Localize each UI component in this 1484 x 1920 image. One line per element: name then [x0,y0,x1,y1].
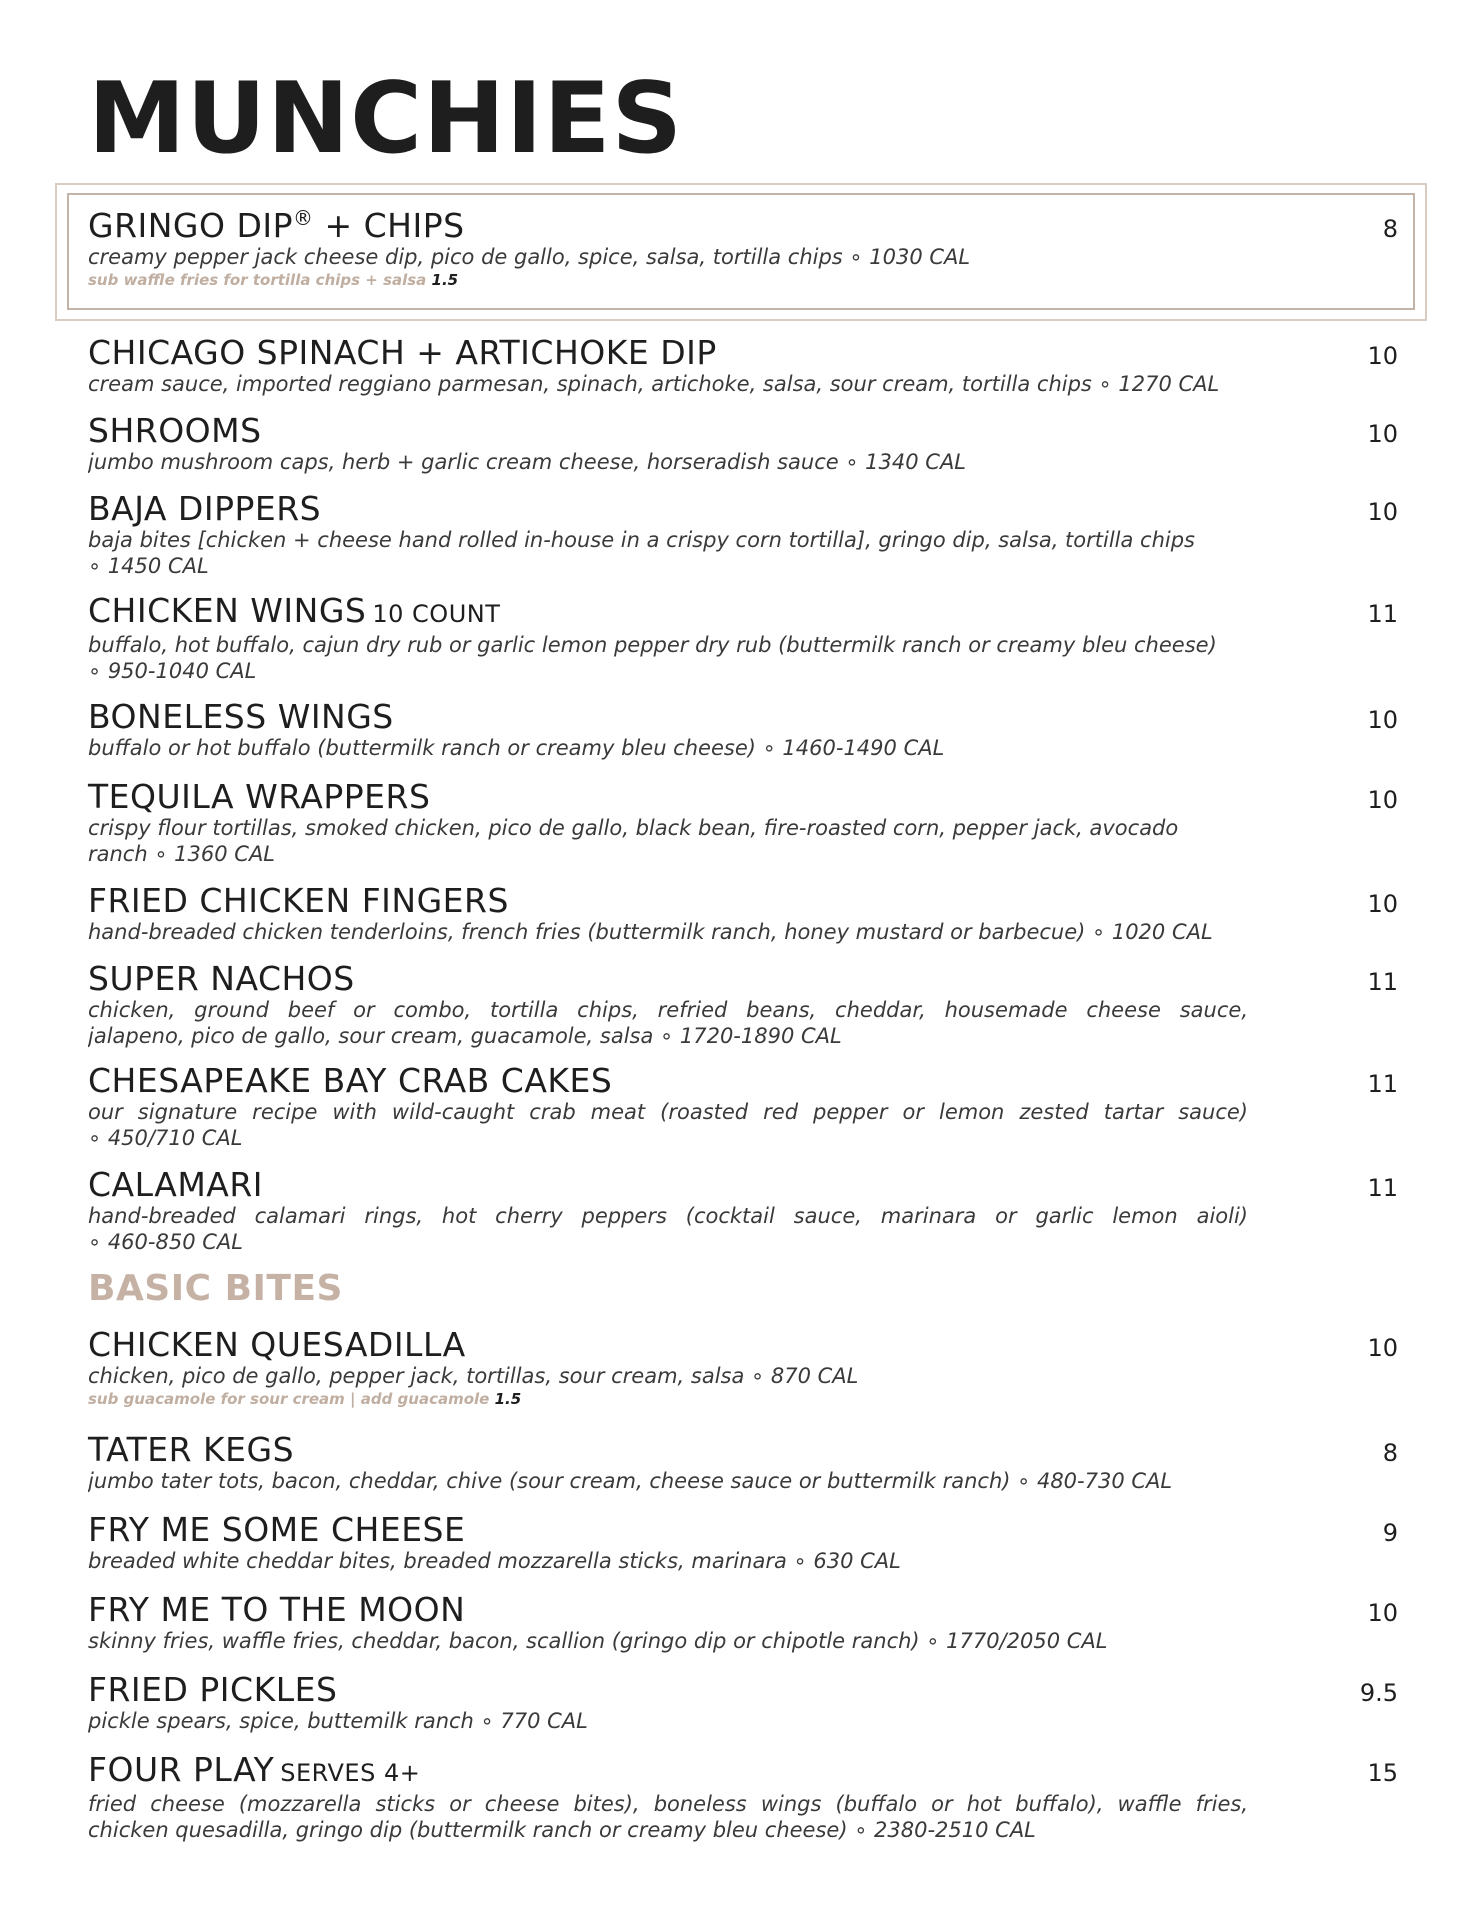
item-name-main: BAJA DIPPERS [88,489,322,528]
item-name-main: TEQUILA WRAPPERS [88,777,431,816]
description-line: ∘ 950-1040 CAL [88,659,257,683]
description-line: breaded white cheddar bites, breaded mozzarella sticks, marinara ∘ 630 CAL [88,1549,901,1573]
description-line: jumbo tater tots, bacon, cheddar, chive (sour cream, cheese sauce or buttermilk ranch) ∘ 480-730 CAL [88,1469,1173,1493]
item-price: 11 [1367,1174,1398,1202]
item-description [88,632,1248,684]
menu-item [88,335,1398,397]
item-price: 10 [1367,1599,1398,1627]
description-line: buffalo, hot buffalo, cajun dry rub or garlic lemon pepper dry rub (buttermilk ranch or creamy bleu cheese) [88,633,1217,657]
item-price: 8 [1382,1439,1398,1467]
item-name [88,208,1248,244]
description-line: baja bites [chicken + cheese hand rolled in-house in a crispy corn tortilla], gringo dip, salsa, tortilla chips [88,528,1196,552]
item-name-main: FOUR PLAY [88,1750,275,1789]
item-name-main: FRIED CHICKEN FINGERS [88,881,509,920]
item-name-main: SUPER NACHOS [88,959,355,998]
item-price: 11 [1367,1070,1398,1098]
menu-item [88,413,1398,475]
menu-item [88,491,1398,579]
menu-item [88,1672,1398,1734]
item-name [88,1063,1248,1099]
description-line: ranch ∘ 1360 CAL [88,842,276,866]
description-line: hand-breaded chicken tenderloins, french fries (buttermilk ranch, honey mustard or barbecue) ∘ 1020 CAL [88,920,1213,944]
item-name-main: BONELESS WINGS [88,697,394,736]
description-line: pickle spears, spice, buttemilk ranch ∘ 770 CAL [88,1709,588,1733]
item-price: 15 [1367,1759,1398,1787]
item-name-main: TATER KEGS [88,1430,295,1469]
menu-item [88,699,1398,761]
page-title: MUNCHIES [88,62,684,176]
item-description [88,1099,1248,1151]
item-name [88,1752,1248,1791]
item-name [88,1592,1248,1628]
item-name [88,883,1248,919]
item-description [88,1791,1248,1843]
description-line: hand-breaded calamari rings, hot cherry peppers (cocktail sauce, marinara or garlic lemon aioli) [88,1204,1248,1228]
item-description [88,371,1248,397]
item-name [88,335,1248,371]
item-name-suffix: SERVES 4+ [280,1759,421,1787]
item-name-main: FRY ME SOME CHEESE [88,1510,466,1549]
item-price: 9.5 [1359,1679,1398,1707]
item-price: 11 [1367,968,1398,996]
item-price: 11 [1367,600,1398,628]
item-description [88,1203,1248,1255]
item-name [88,1512,1248,1548]
item-substitution-note [88,1389,1398,1409]
note-text: sub guacamole for sour cream | add guacamole [88,1390,490,1408]
item-price: 9 [1382,1519,1398,1547]
item-price: 8 [1382,215,1398,243]
item-name [88,413,1248,449]
description-line: jumbo mushroom caps, herb + garlic cream cheese, horseradish sauce ∘ 1340 CAL [88,450,967,474]
description-line: skinny fries, waffle fries, cheddar, bacon, scallion (gringo dip or chipotle ranch) ∘ 1770/2050 CAL [88,1629,1108,1653]
item-price: 10 [1367,498,1398,526]
description-line: fried cheese (mozzarella sticks or cheese bites), boneless wings (buffalo or hot buffalo), waffle fries, [88,1792,1248,1816]
item-substitution-note [88,270,1398,290]
item-price: 10 [1367,706,1398,734]
item-name [88,699,1248,735]
item-name [88,1327,1248,1363]
featured-item [88,208,1398,290]
item-name-main: CALAMARI [88,1165,264,1204]
item-description [88,1708,1248,1734]
item-price: 10 [1367,420,1398,448]
item-name-main: CHICAGO SPINACH + ARTICHOKE DIP [88,333,717,372]
menu-item [88,1063,1398,1151]
item-description [88,527,1248,579]
menu-item [88,1167,1398,1255]
section-heading-basic-bites: BASIC BITES [88,1268,343,1309]
item-price: 10 [1367,342,1398,370]
menu-item [88,593,1398,684]
item-name-rest: + CHIPS [313,206,465,245]
item-description [88,1628,1248,1654]
item-name-main: FRY ME TO THE MOON [88,1590,466,1629]
menu-item [88,1752,1398,1843]
description-line: jalapeno, pico de gallo, sour cream, guacamole, salsa ∘ 1720-1890 CAL [88,1024,842,1048]
item-name [88,491,1248,527]
item-name [88,779,1248,815]
item-name-main: FRIED PICKLES [88,1670,338,1709]
item-name [88,1672,1248,1708]
item-name-main: CHICKEN WINGS [88,591,367,630]
item-price: 10 [1367,786,1398,814]
description-line: ∘ 450/710 CAL [88,1126,243,1150]
description-line: cream sauce, imported reggiano parmesan, spinach, artichoke, salsa, sour cream, tortilla chips ∘ 1270 CAL [88,372,1220,396]
description-line: our signature recipe with wild-caught crab meat (roasted red pepper or lemon zested tartar sauce) [88,1100,1248,1124]
item-name-main: SHROOMS [88,411,262,450]
registered-mark: ® [293,206,314,230]
description-line: ∘ 1450 CAL [88,554,209,578]
item-name [88,961,1248,997]
item-name-main: CHESAPEAKE BAY CRAB CAKES [88,1061,613,1100]
item-price: 10 [1367,1334,1398,1362]
item-description [88,815,1248,867]
item-description: creamy pepper jack cheese dip, pico de gallo, spice, salsa, tortilla chips ∘ 1030 CAL [88,245,971,269]
description-line: chicken quesadilla, gringo dip (buttermilk ranch or creamy bleu cheese) ∘ 2380-2510 CAL [88,1818,1036,1842]
item-description [88,735,1248,761]
menu-item [88,1432,1398,1494]
menu-item [88,883,1398,945]
note-price: 1.5 [494,1390,522,1408]
item-description [88,1468,1248,1494]
item-price: 10 [1367,890,1398,918]
item-description [88,1548,1248,1574]
note-price: 1.5 [431,271,459,289]
menu-item [88,1592,1398,1654]
menu-item [88,1512,1398,1574]
item-description [88,919,1248,945]
description-line: chicken, pico de gallo, pepper jack, tortillas, sour cream, salsa ∘ 870 CAL [88,1364,859,1388]
item-name-main: GRINGO DIP [88,206,293,245]
menu-item [88,1327,1398,1409]
item-name-main: CHICKEN QUESADILLA [88,1325,466,1364]
note-text: sub waffle fries for tortilla chips + salsa [88,271,427,289]
menu-item [88,779,1398,867]
item-description [88,1363,1248,1389]
description-line: buffalo or hot buffalo (buttermilk ranch or creamy bleu cheese) ∘ 1460-1490 CAL [88,736,945,760]
description-line: chicken, ground beef or combo, tortilla chips, refried beans, cheddar, housemade cheese sauce, [88,998,1248,1022]
item-name-suffix: 10 COUNT [372,600,501,628]
menu-item [88,961,1398,1049]
description-line: ∘ 460-850 CAL [88,1230,243,1254]
item-name [88,1167,1248,1203]
item-description [88,997,1248,1049]
item-name [88,593,1248,632]
item-description [88,449,1248,475]
description-line: crispy flour tortillas, smoked chicken, pico de gallo, black bean, fire-roasted corn, pepper jack, avocado [88,816,1179,840]
item-name [88,1432,1248,1468]
